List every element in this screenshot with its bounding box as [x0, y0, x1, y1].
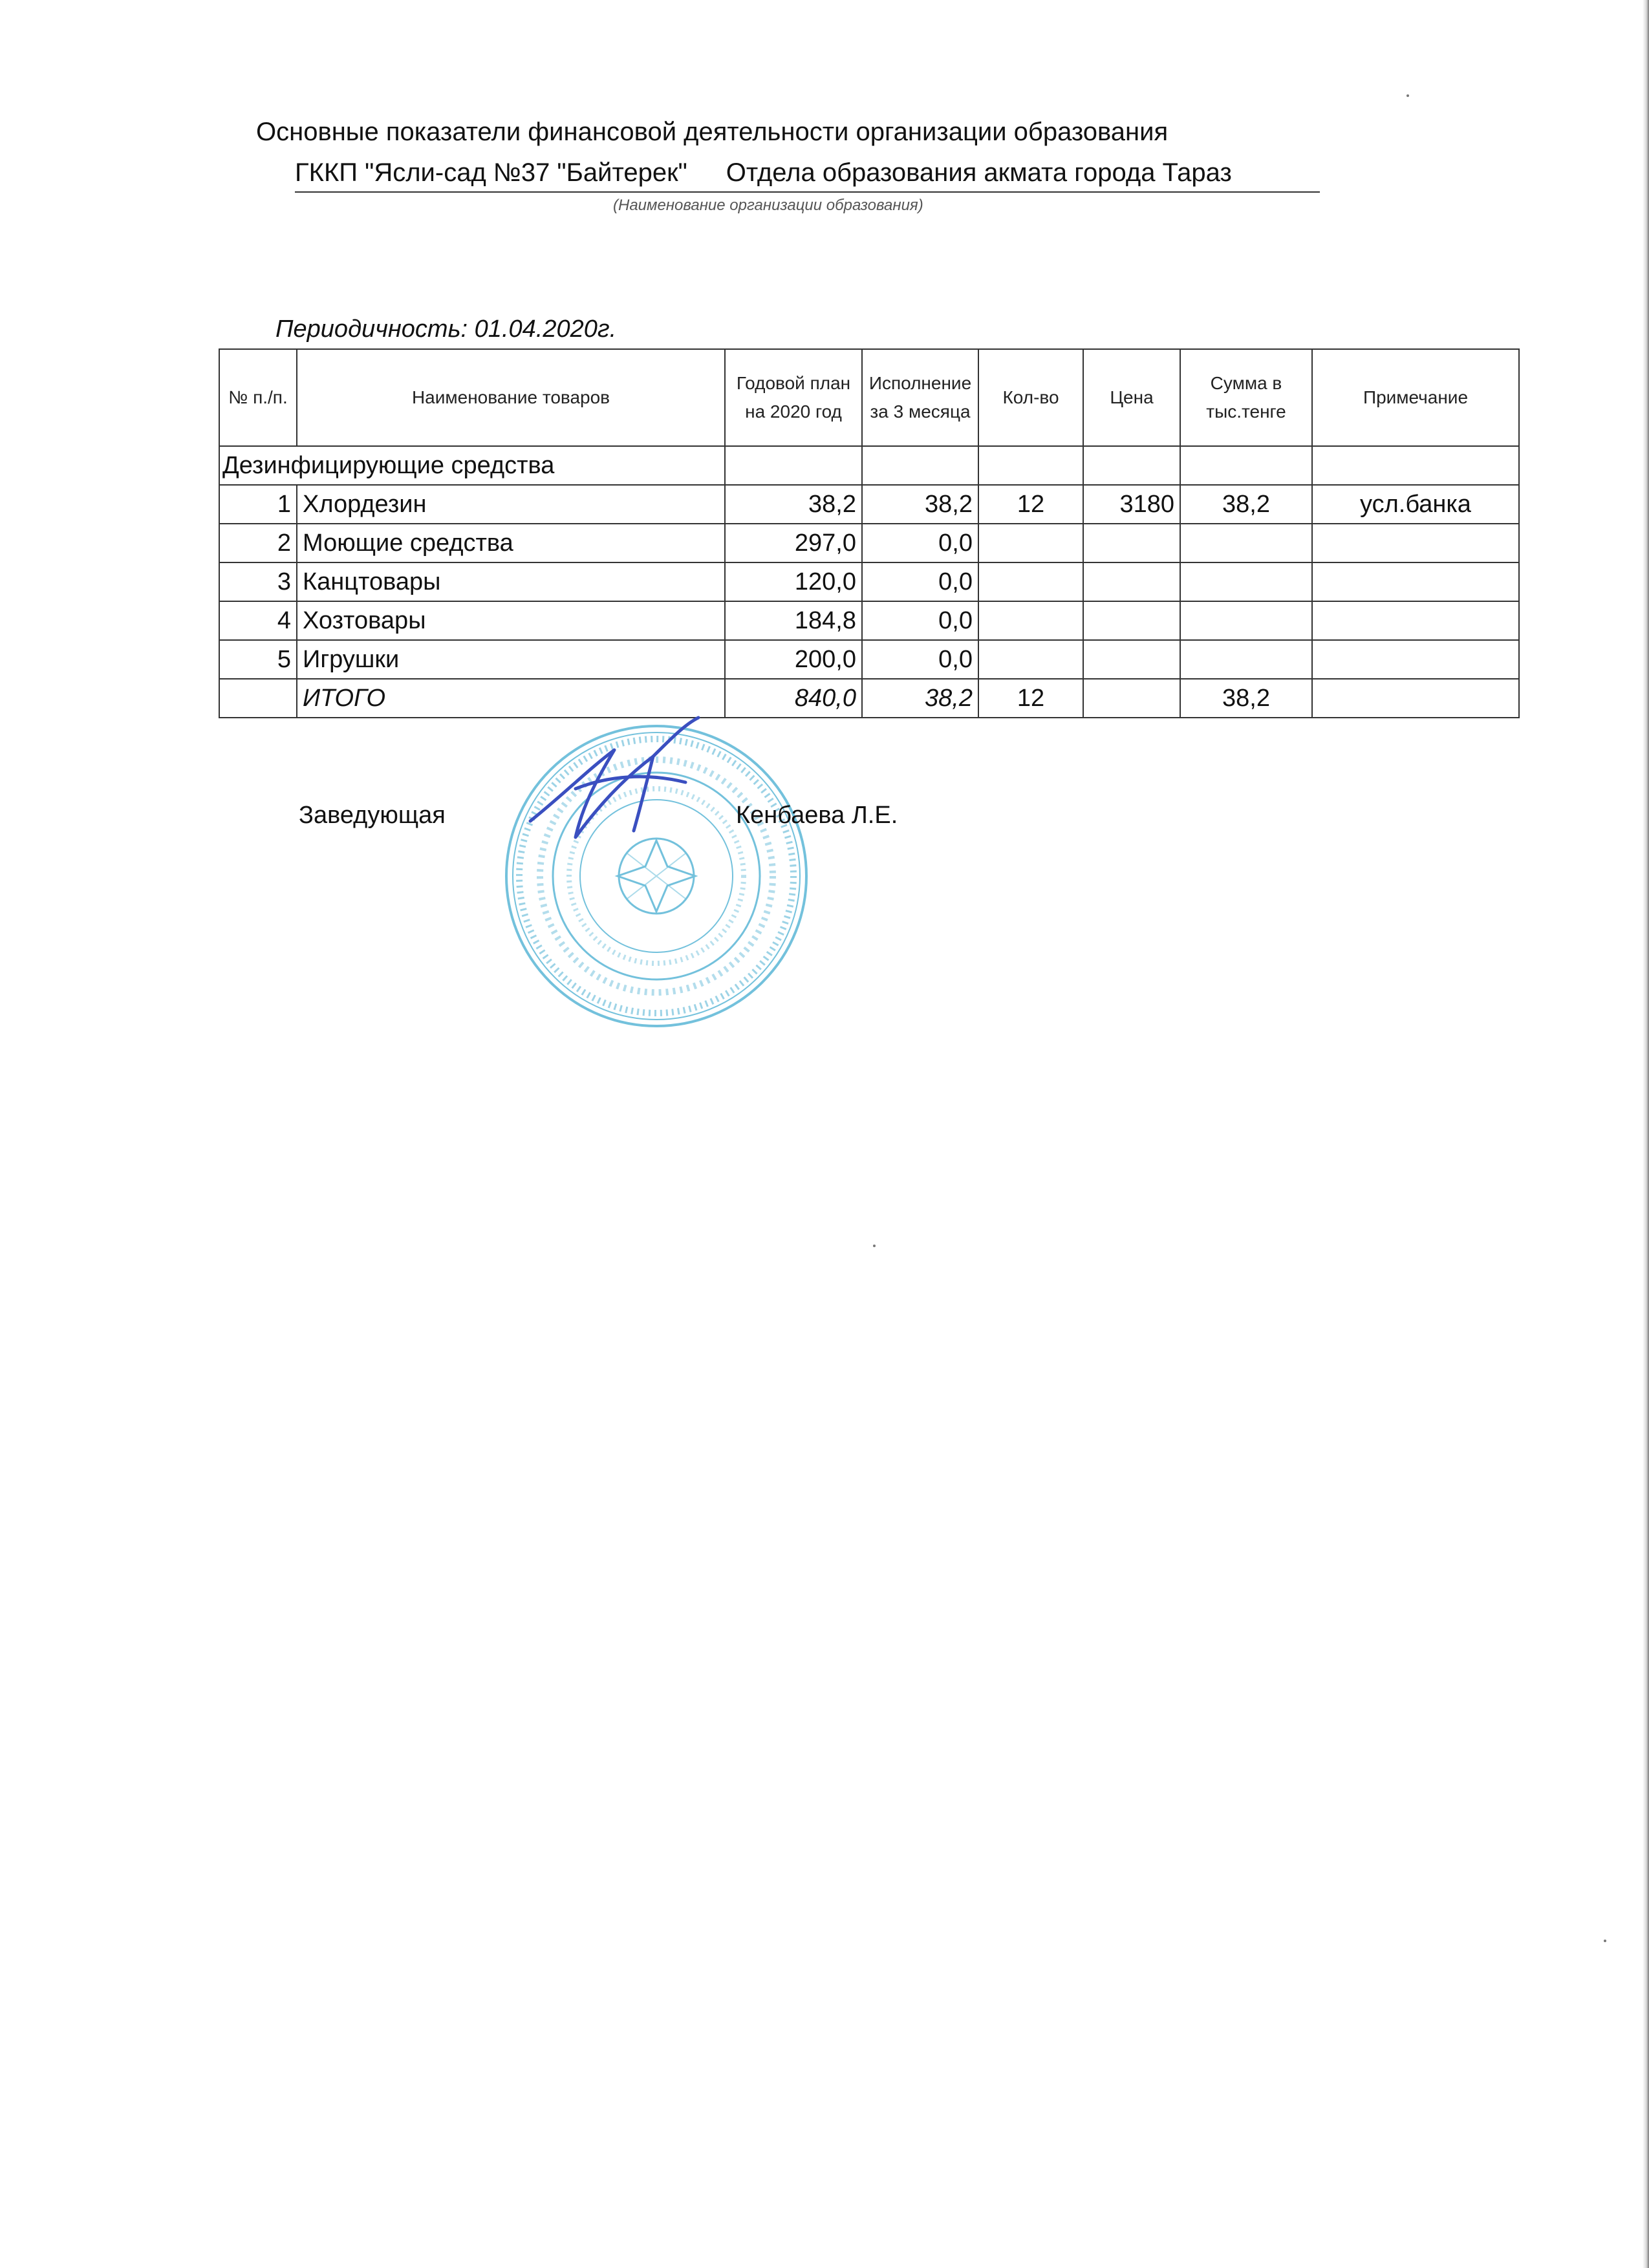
organization-name: ГККП "Ясли-сад №37 "Байтерек": [295, 158, 687, 187]
table-cell: [978, 446, 1083, 485]
row-name: Хлордезин: [297, 485, 725, 524]
document-title: Основные показатели финансовой деятельности организации образования: [256, 118, 1169, 146]
row-sum: [1180, 640, 1312, 679]
header-exec: Исполнение за 3 месяца: [862, 349, 978, 446]
section-title: Дезинфицирующие средства: [219, 446, 725, 485]
row-num: 5: [219, 640, 297, 679]
signature: [517, 711, 711, 866]
row-plan: 184,8: [725, 601, 862, 640]
row-qty: 12: [978, 485, 1083, 524]
header-plan: Годовой план на 2020 год: [725, 349, 862, 446]
row-plan: 120,0: [725, 562, 862, 601]
signatory-name: Кенбаева Л.Е.: [736, 802, 898, 829]
row-price: [1083, 601, 1180, 640]
table-row: [219, 640, 1519, 679]
row-note: [1312, 562, 1519, 601]
total-exec: 38,2: [862, 679, 978, 718]
scan-speck: [1406, 94, 1409, 97]
scan-edge: [1643, 0, 1649, 2268]
row-name: Игрушки: [297, 640, 725, 679]
section-row: [219, 446, 1519, 485]
row-price: [1083, 562, 1180, 601]
row-exec: 38,2: [862, 485, 978, 524]
row-exec: 0,0: [862, 524, 978, 562]
row-name: Хозтовары: [297, 601, 725, 640]
header-note: Примечание: [1312, 349, 1519, 446]
row-qty: [978, 640, 1083, 679]
row-price: [1083, 640, 1180, 679]
row-qty: [978, 601, 1083, 640]
table-row: [219, 601, 1519, 640]
row-qty: [978, 562, 1083, 601]
table-row: [219, 562, 1519, 601]
row-price: 3180: [1083, 485, 1180, 524]
total-note: [1312, 679, 1519, 718]
row-name: Канцтовары: [297, 562, 725, 601]
total-num: [219, 679, 297, 718]
row-plan: 200,0: [725, 640, 862, 679]
row-exec: 0,0: [862, 601, 978, 640]
table-header-row: [219, 349, 1519, 446]
total-price: [1083, 679, 1180, 718]
table-row: [219, 485, 1519, 524]
row-qty: [978, 524, 1083, 562]
total-qty: 12: [978, 679, 1083, 718]
table-cell: [1180, 446, 1312, 485]
periodicity: Периодичность: 01.04.2020г.: [275, 316, 617, 343]
row-exec: 0,0: [862, 640, 978, 679]
row-sum: [1180, 562, 1312, 601]
row-sum: [1180, 601, 1312, 640]
organization-underline: [295, 191, 1320, 193]
scan-speck: [873, 1245, 876, 1247]
row-note: [1312, 601, 1519, 640]
total-sum: 38,2: [1180, 679, 1312, 718]
row-sum: 38,2: [1180, 485, 1312, 524]
row-price: [1083, 524, 1180, 562]
financial-table: [219, 348, 1520, 718]
row-exec: 0,0: [862, 562, 978, 601]
table-row: [219, 524, 1519, 562]
header-qty: Кол-во: [978, 349, 1083, 446]
row-num: 2: [219, 524, 297, 562]
row-note: усл.банка: [1312, 485, 1519, 524]
row-note: [1312, 640, 1519, 679]
signatory-role: Заведующая: [299, 802, 446, 829]
organization-caption: (Наименование организации образования): [613, 197, 923, 214]
total-plan: 840,0: [725, 679, 862, 718]
table-cell: [725, 446, 862, 485]
row-plan: 297,0: [725, 524, 862, 562]
table-cell: [862, 446, 978, 485]
table-cell: [1083, 446, 1180, 485]
organization-department: Отдела образования акмата города Тараз: [726, 158, 1232, 187]
total-row: [219, 679, 1519, 718]
scan-speck: [1604, 1940, 1606, 1942]
row-num: 1: [219, 485, 297, 524]
row-sum: [1180, 524, 1312, 562]
row-name: Моющие средства: [297, 524, 725, 562]
header-price: Цена: [1083, 349, 1180, 446]
row-plan: 38,2: [725, 485, 862, 524]
header-num: № п./п.: [219, 349, 297, 446]
row-note: [1312, 524, 1519, 562]
organization-line: [295, 158, 1423, 187]
row-num: 3: [219, 562, 297, 601]
row-num: 4: [219, 601, 297, 640]
header-sum: Сумма в тыс.тенге: [1180, 349, 1312, 446]
header-name: Наименование товаров: [297, 349, 725, 446]
total-label: ИТОГО: [297, 679, 725, 718]
table-cell: [1312, 446, 1519, 485]
